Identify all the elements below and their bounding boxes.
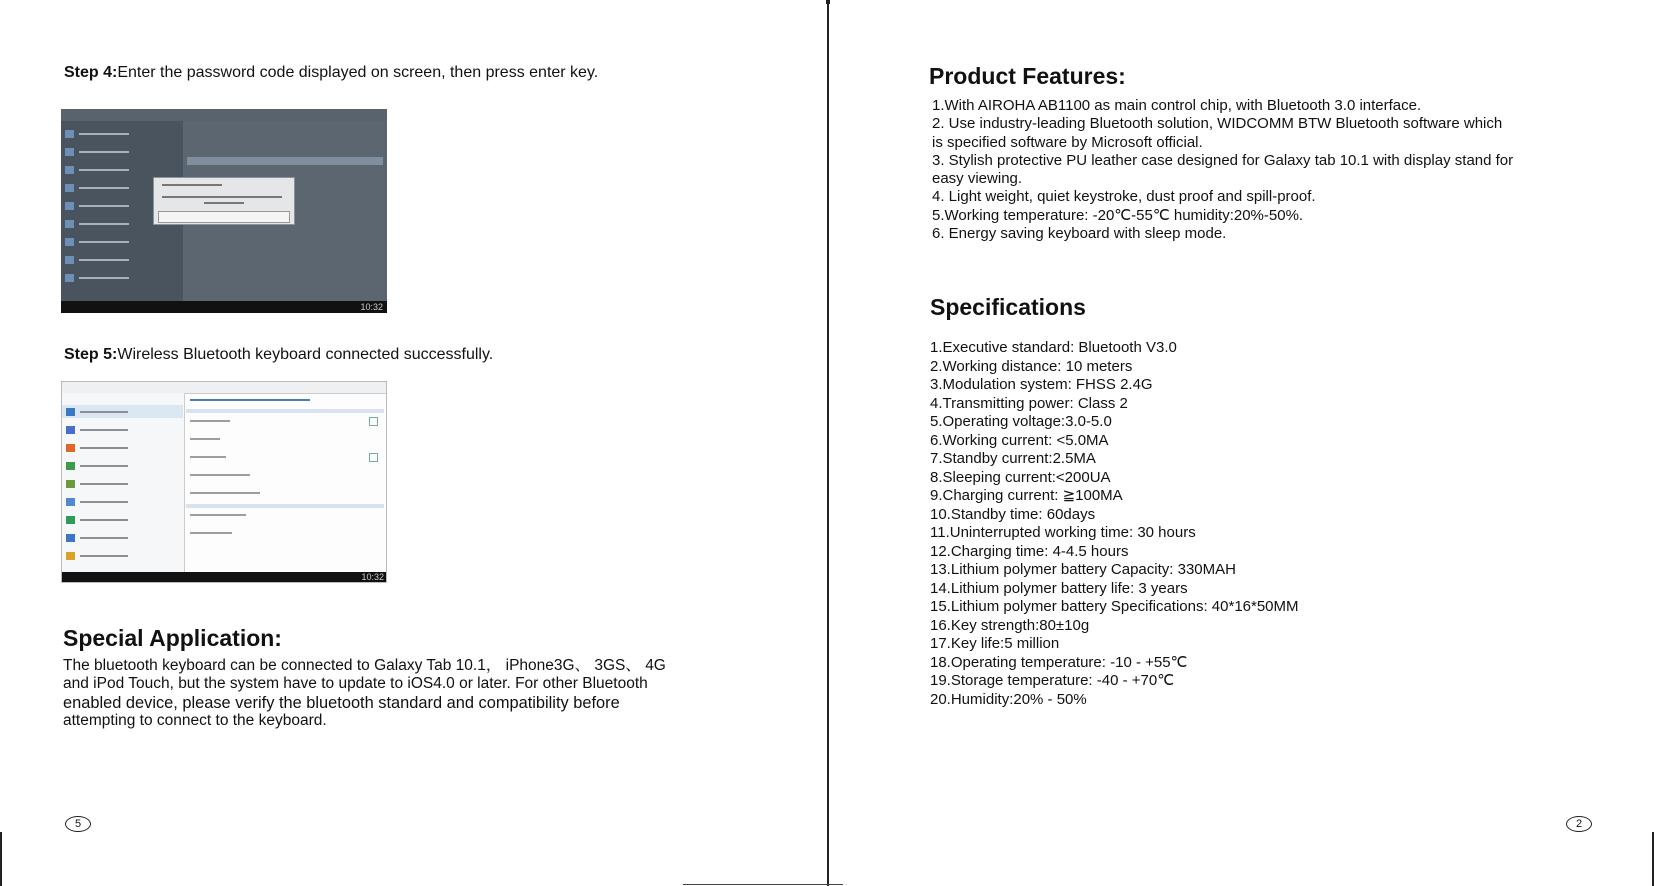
spec-item: 13.Lithium polymer battery Capacity: 330MAH	[930, 561, 1236, 578]
paragraph-line: attempting to connect to the keyboard.	[63, 711, 327, 729]
step5-text: Wireless Bluetooth keyboard connected successfully.	[117, 346, 494, 363]
screenshot-navigation-bar	[61, 301, 387, 313]
spec-item: 14.Lithium polymer battery life: 3 years	[930, 579, 1188, 597]
feature-line: easy viewing.	[932, 170, 1023, 188]
step4-instruction	[64, 64, 598, 82]
spec-item: 10.Standby time: 60days	[930, 505, 1096, 523]
screenshot-selected-row	[187, 157, 383, 165]
feature-line: 5.Working temperature: -20℃-55℃ humidity:20%-50%.	[932, 206, 1304, 224]
step4-screenshot	[61, 109, 387, 313]
feature-line: 6. Energy saving keyboard with sleep mode.	[932, 225, 1227, 243]
spec-item: 9.Charging current: ≧100MA	[930, 487, 1123, 504]
special-application-heading: Special Application:	[63, 625, 282, 651]
feature-line: 3. Stylish protective PU leather case designed for Galaxy tab 10.1 with display stand for	[932, 151, 1514, 169]
page-divider	[827, 0, 829, 886]
spec-item: 3.Modulation system: FHSS 2.4G	[930, 376, 1153, 393]
specifications-list	[930, 339, 1530, 709]
spec-item: 19.Storage temperature: -40 - +70℃	[930, 672, 1175, 689]
spec-item: 11.Uninterrupted working time: 30 hours	[930, 524, 1196, 541]
spec-item: 7.Standby current:2.5MA	[930, 450, 1096, 467]
spec-item: 6.Working current: <5.0MA	[930, 431, 1109, 449]
spec-item: 4.Transmitting power: Class 2	[930, 394, 1128, 412]
step5-screenshot	[61, 381, 387, 583]
spec-item: 5.Operating voltage:3.0-5.0	[930, 413, 1112, 430]
screenshot-breadcrumb	[190, 399, 310, 401]
screenshot-settings-menu	[62, 393, 185, 573]
spec-item: 2.Working distance: 10 meters	[930, 357, 1133, 375]
paragraph-line: and iPod Touch, but the system have to update to iOS4.0 or later. For other Bluetooth	[63, 675, 648, 693]
step4-label: Step 4:	[64, 64, 118, 81]
spec-item: 18.Operating temperature: -10 - +55℃	[930, 653, 1188, 671]
spec-item: 15.Lithium polymer battery Specifications: 40*16*50MM	[930, 598, 1299, 615]
page-number-left: 5	[65, 816, 91, 832]
step5-instruction	[64, 346, 493, 364]
page-number-right: 2	[1566, 816, 1592, 832]
paragraph-line: enabled device, please verify the bluetooth standard and compatibility before	[63, 693, 620, 712]
spec-item: 12.Charging time: 4-4.5 hours	[930, 542, 1129, 560]
feature-line: 2. Use industry-leading Bluetooth solution, WIDCOMM BTW Bluetooth software which	[932, 115, 1503, 133]
spec-item: 16.Key strength:80±10g	[930, 616, 1090, 634]
spec-item: 17.Key life:5 million	[930, 635, 1060, 652]
screenshot-clock: 10:32	[360, 302, 383, 312]
step4-text: Enter the password code displayed on screen, then press enter key.	[117, 64, 599, 81]
screenshot-clock: 10:32	[361, 572, 384, 582]
spec-item: 1.Executive standard: Bluetooth V3.0	[930, 339, 1177, 356]
pairing-dialog	[153, 177, 295, 225]
specifications-heading: Specifications	[930, 294, 1086, 320]
product-features-list	[932, 97, 1612, 243]
feature-line: 4. Light weight, quiet keystroke, dust proof and spill-proof.	[932, 188, 1316, 206]
spec-item: 20.Humidity:20% - 50%	[930, 690, 1087, 708]
paragraph-line: The bluetooth keyboard can be connected to Galaxy Tab 10.1， iPhone3G、 3GS、 4G	[63, 657, 666, 674]
crop-mark-left	[0, 832, 2, 886]
bottom-rule	[683, 884, 843, 885]
screenshot-navigation-bar	[62, 572, 387, 583]
dialog-cancel-button	[158, 211, 290, 223]
crop-mark-right	[1652, 832, 1654, 886]
special-application-text	[63, 657, 713, 730]
feature-line: is specified software by Microsoft official.	[932, 133, 1203, 151]
screenshot-titlebar	[61, 109, 387, 121]
product-features-heading: Product Features:	[929, 63, 1126, 89]
feature-line: 1.With AIROHA AB1100 as main control chip, with Bluetooth 3.0 interface.	[932, 97, 1422, 114]
step5-label: Step 5:	[64, 346, 118, 363]
spec-item: 8.Sleeping current:<200UA	[930, 468, 1111, 486]
